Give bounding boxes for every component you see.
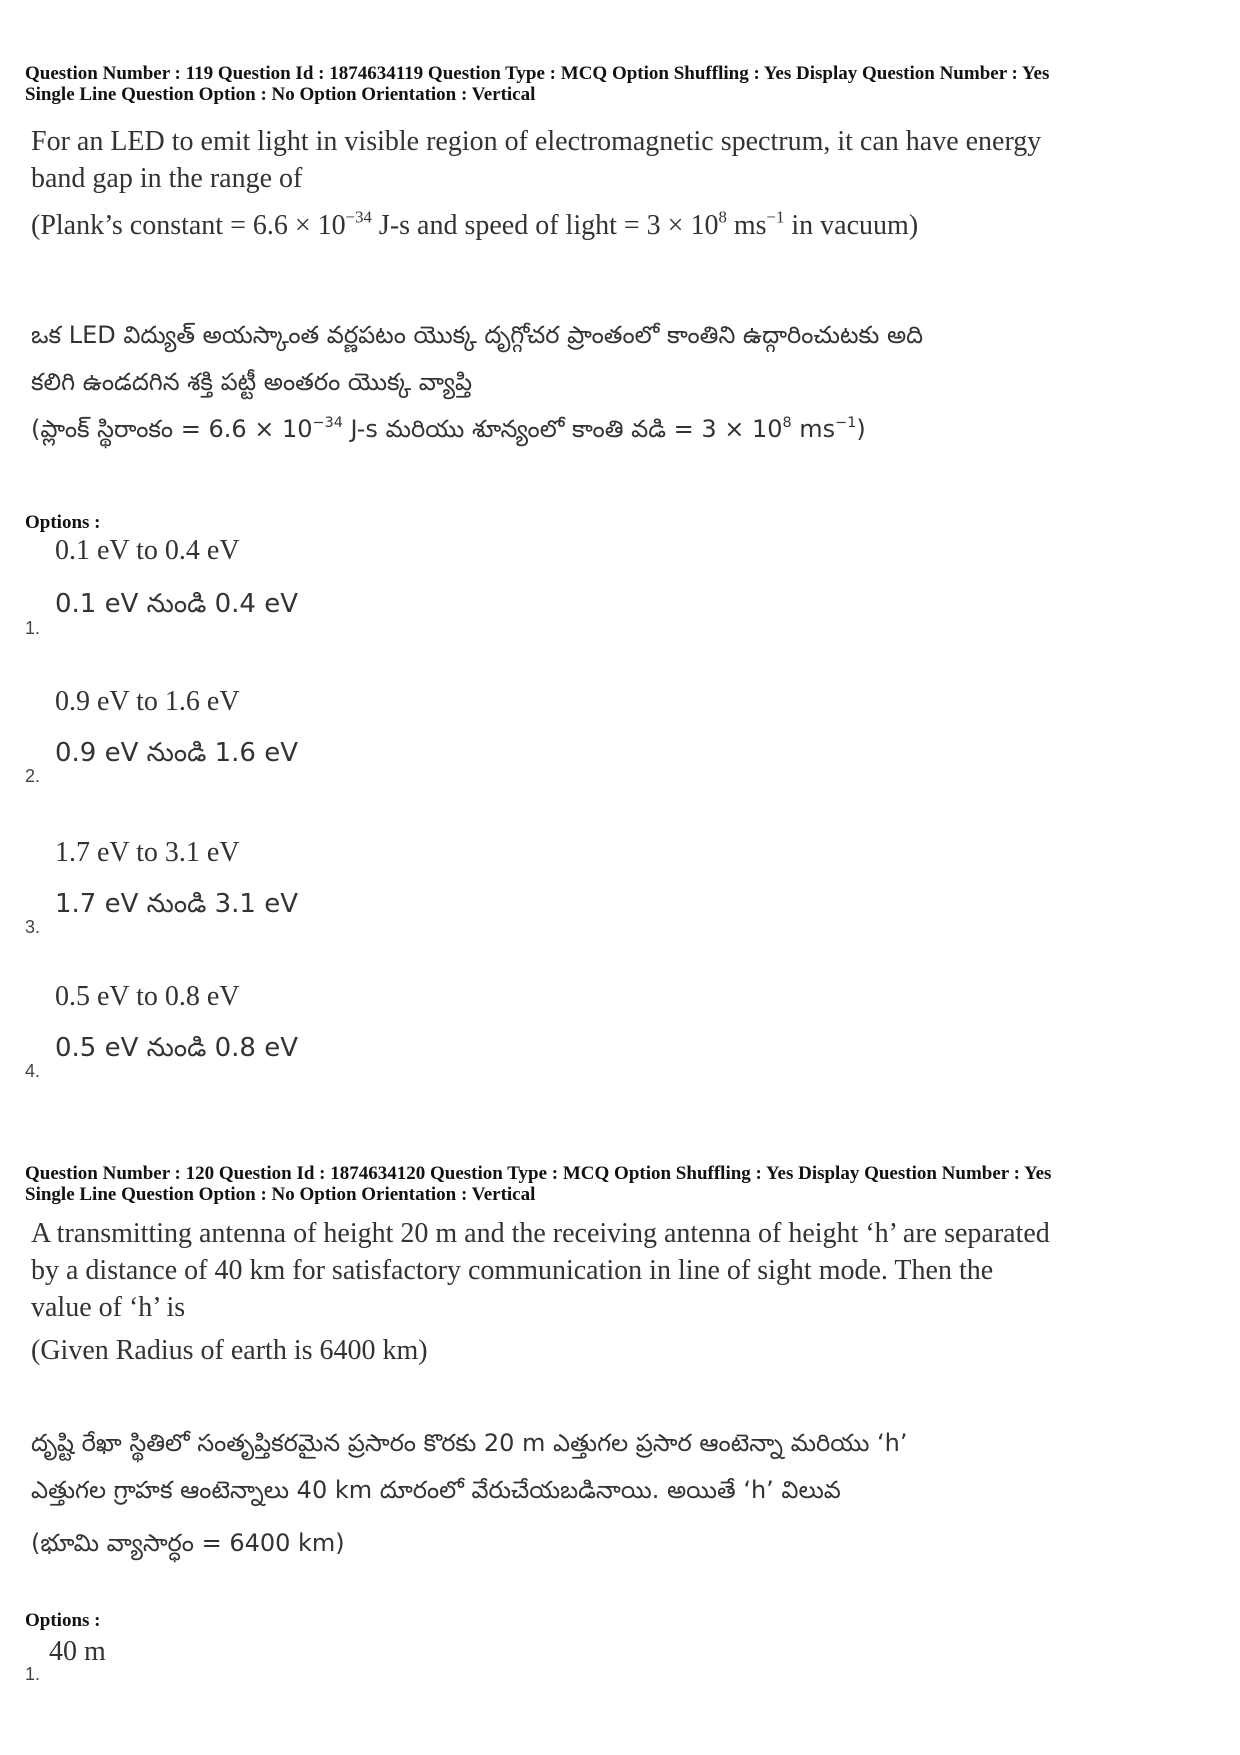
q119-meta-line1: Question Number : 119 Question Id : 1874634119 Question Type : MCQ Option Shuffling : Yes Display Question Number : Yes [25, 63, 1050, 84]
q119-en-consts-b: J-s and speed of light = 3 × 10 [371, 210, 719, 241]
q119-en-consts-d: in vacuum) [784, 210, 919, 241]
q119-meta-line2: Single Line Question Option : No Option Orientation : Vertical [25, 84, 536, 105]
q119-te-constants [31, 406, 1141, 453]
q120-meta-line1: Question Number : 120 Question Id : 1874634120 Question Type : MCQ Option Shuffling : Yes Display Question Number : Yes [25, 1163, 1052, 1184]
q120-option-1-number: 1. [25, 1664, 41, 1684]
q119-option-4-te: 0.5 eV నుండి 0.8 eV [55, 1033, 298, 1063]
q120-options-label: Options : [25, 1610, 101, 1631]
q119-en-consts-c: ms [726, 210, 767, 241]
q119-te-consts-b: J-s మరియు శూన్యంలో కాంతి వడి = 3 × 10 [342, 415, 783, 443]
q120-english-text [31, 1215, 1161, 1369]
q119-option-1-en: 0.1 eV to 0.4 eV [55, 535, 240, 566]
q120-en-line4: (Given Radius of earth is 6400 km) [31, 1335, 428, 1366]
q120-telugu-text [31, 1420, 1141, 1567]
q119-te-consts-d: ) [856, 415, 866, 443]
q119-te-consts-exp3: −1 [835, 414, 857, 431]
q119-option-1-te: 0.1 eV నుండి 0.4 eV [55, 589, 298, 619]
q120-en-line1: A transmitting antenna of height 20 m and the receiving antenna of height ‘h’ are separated [31, 1218, 1050, 1249]
q119-en-constants [31, 207, 1151, 244]
q120-meta-line2: Single Line Question Option : No Option Orientation : Vertical [25, 1184, 536, 1205]
q119-option-4-en: 0.5 eV to 0.8 eV [55, 981, 240, 1012]
q119-te-consts-a: (ప్లాంక్ స్థిరాంకం = 6.6 × 10 [31, 415, 313, 443]
q119-te-consts-exp2: 8 [782, 414, 792, 431]
q119-te-consts-exp1: −34 [312, 414, 343, 431]
q119-en-line2: band gap in the range of [31, 163, 303, 194]
q119-te-line2: కలిగి ఉండదగిన శక్తి పట్టీ అంతరం యొక్క వ్యాప్తి [31, 368, 473, 396]
q120-meta [25, 1163, 1051, 1205]
q119-options-label: Options : [25, 512, 101, 533]
q119-option-1-number: 1. [25, 618, 41, 638]
q119-option-3-en: 1.7 eV to 3.1 eV [55, 837, 240, 868]
q119-option-3-number: 3. [25, 917, 41, 937]
q119-option-2-number: 2. [25, 766, 41, 786]
q120-te-line3: (భూమి వ్యాసార్ధం = 6400 km) [31, 1529, 345, 1557]
q119-en-consts-a: (Plank’s constant = 6.6 × 10 [31, 210, 346, 241]
q119-en-consts-exp3: −1 [766, 207, 785, 227]
q120-en-line2: by a distance of 40 km for satisfactory communication in line of sight mode. Then the [31, 1255, 994, 1286]
q119-option-2-te: 0.9 eV నుండి 1.6 eV [55, 738, 298, 768]
q119-te-consts-c: ms [791, 415, 836, 443]
q119-option-2-en: 0.9 eV to 1.6 eV [55, 686, 240, 717]
q120-te-line2: ఎత్తుగల గ్రాహక ఆంటెన్నాలు 40 km దూరంలో వేరుచేయబడినాయి. అయితే ‘h’ విలువ [31, 1476, 841, 1504]
q119-english-text [31, 123, 1151, 244]
q119-option-3-te: 1.7 eV నుండి 3.1 eV [55, 889, 298, 919]
q119-option-4-number: 4. [25, 1061, 41, 1081]
q119-meta [25, 63, 1049, 105]
q119-en-consts-exp1: −34 [345, 207, 372, 227]
q120-option-1-en: 40 m [49, 1636, 106, 1667]
q120-te-line1: దృష్టి రేఖా స్థితిలో సంతృప్తికరమైన ప్రసారం కొరకు 20 m ఎత్తుగల ప్రసార ఆంటెన్నా మరియు ‘h’ [31, 1429, 908, 1457]
q119-te-line1: ఒక LED విద్యుత్ అయస్కాంత వర్ణపటం యొక్క దృగ్గోచర ప్రాంతంలో కాంతిని ఉద్గారించుటకు అది [31, 321, 924, 349]
q119-telugu-text [31, 312, 1141, 453]
q120-en-line3: value of ‘h’ is [31, 1292, 186, 1323]
q119-en-consts-exp2: 8 [718, 207, 727, 227]
q119-en-line1: For an LED to emit light in visible region of electromagnetic spectrum, it can have energy [31, 126, 1042, 157]
